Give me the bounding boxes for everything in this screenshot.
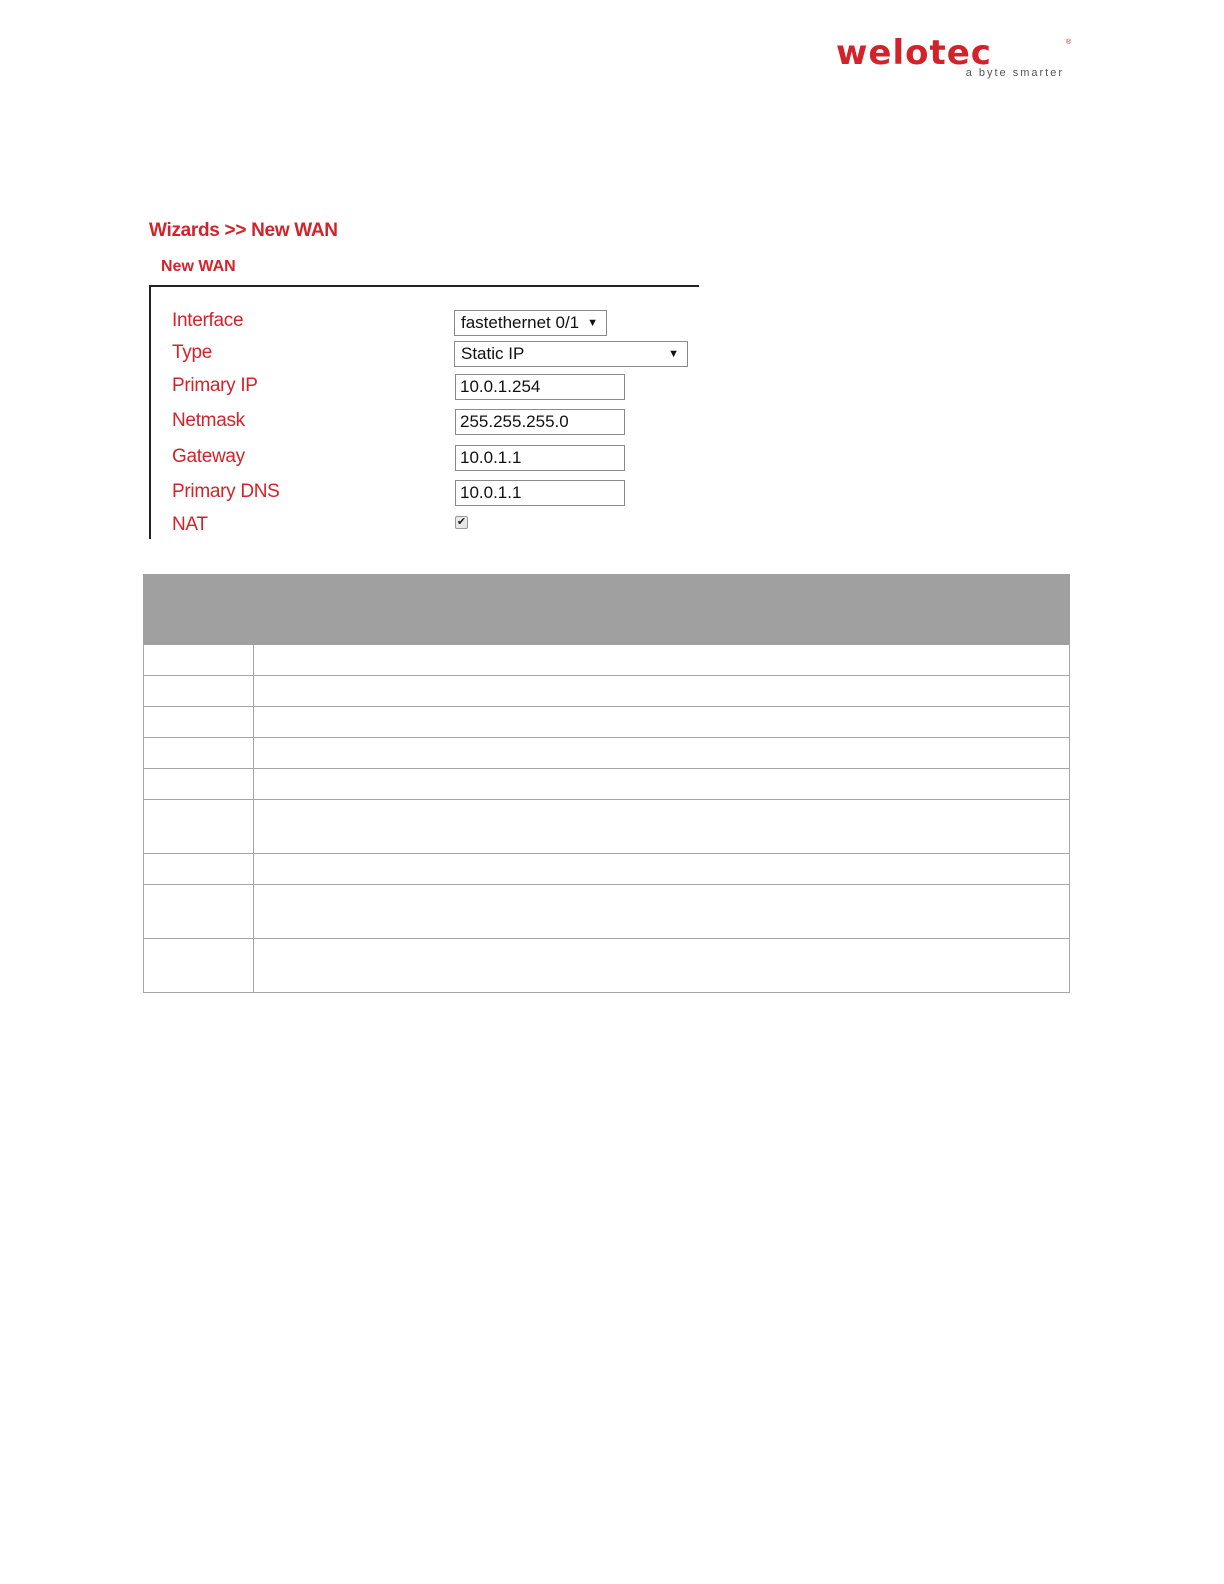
nat-checkbox[interactable]	[455, 516, 468, 529]
table-row	[144, 769, 1070, 800]
type-select-value: Static IP	[461, 344, 525, 363]
section-title: New WAN	[161, 258, 236, 275]
primary-dns-label: Primary DNS	[172, 481, 280, 502]
table-row	[144, 645, 1070, 676]
nat-label: NAT	[172, 514, 208, 535]
table-row	[144, 738, 1070, 769]
primary-dns-input[interactable]: 10.0.1.1	[455, 480, 625, 506]
interface-select-value: fastethernet 0/1	[461, 313, 580, 332]
primary-ip-label: Primary IP	[172, 375, 258, 396]
table-header-cell	[144, 575, 1070, 645]
table-row	[144, 676, 1070, 707]
table-row	[144, 939, 1070, 993]
triangle-down-icon: ▼	[668, 348, 679, 360]
welotec-logo	[836, 33, 1072, 84]
parameter-table	[143, 574, 1070, 993]
table-row	[144, 854, 1070, 885]
checkmark-icon: ✔	[456, 516, 467, 528]
table-row	[144, 707, 1070, 738]
logo-registered-mark: ®	[1066, 39, 1072, 46]
type-label: Type	[172, 342, 212, 363]
interface-select[interactable]	[454, 310, 607, 336]
gateway-input[interactable]: 10.0.1.1	[455, 445, 625, 471]
interface-label: Interface	[172, 310, 244, 331]
table-row	[144, 800, 1070, 854]
breadcrumb: Wizards >> New WAN	[149, 220, 338, 241]
table-header-row	[144, 575, 1070, 645]
table-row	[144, 885, 1070, 939]
primary-ip-input[interactable]: 10.0.1.254	[455, 374, 625, 400]
netmask-input[interactable]: 255.255.255.0	[455, 409, 625, 435]
logo-tagline: a byte smarter	[965, 67, 1064, 79]
logo-wordmark: welotec	[836, 33, 992, 73]
netmask-label: Netmask	[172, 410, 245, 431]
triangle-down-icon: ▼	[587, 317, 598, 329]
gateway-label: Gateway	[172, 446, 245, 467]
type-select[interactable]	[454, 341, 688, 367]
